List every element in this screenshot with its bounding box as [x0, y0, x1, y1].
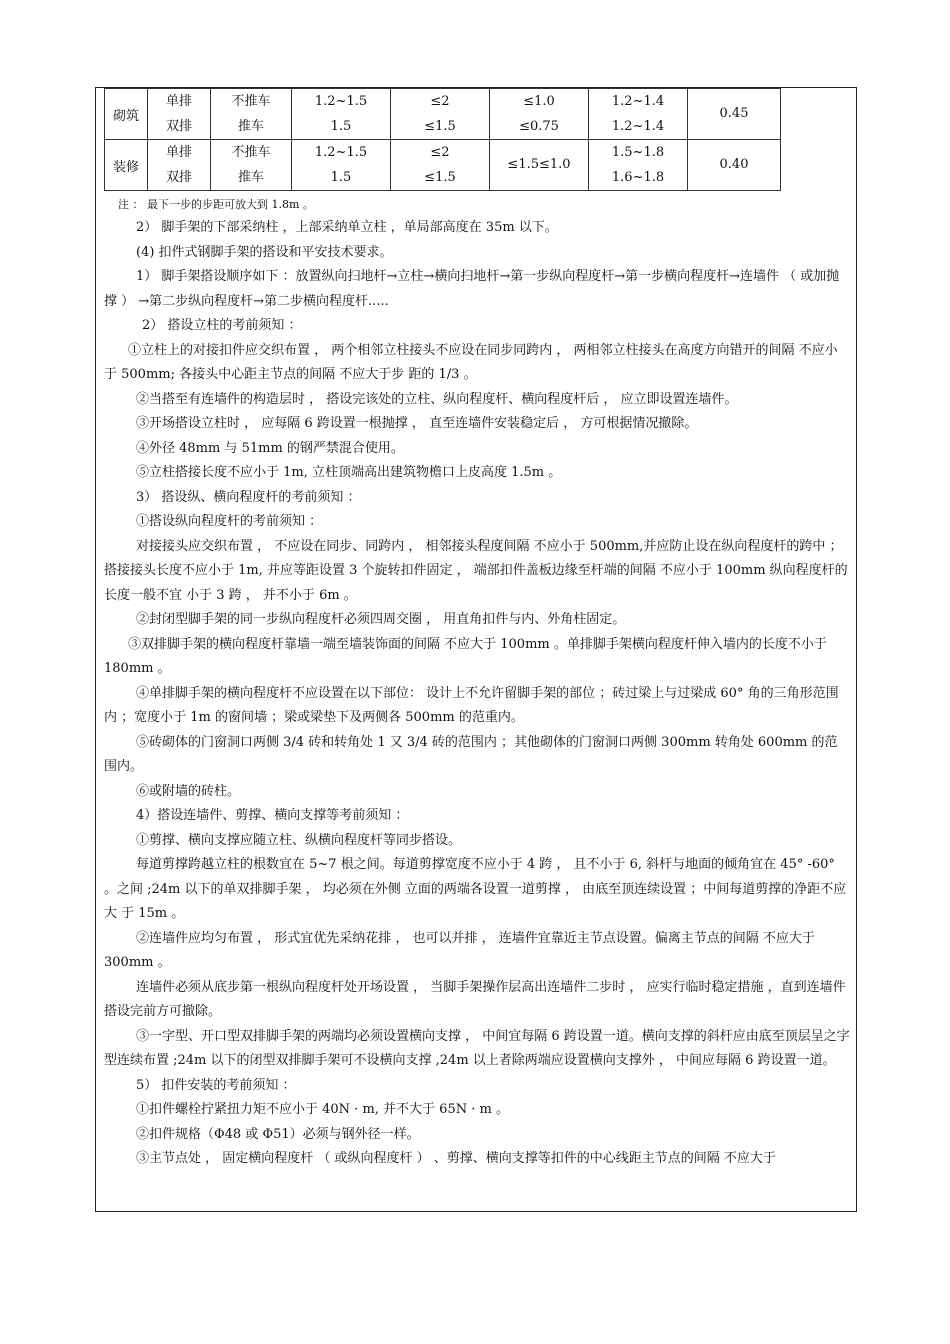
paragraph: 2） 脚手架的下部采纳柱 ，上部采纳单立柱 ，单局部高度在 35m 以下。 — [136, 220, 558, 235]
paragraph: ③一字型、开口型双排脚手架的两端均必须设置横向支撑 ， 中间宜每隔 6 跨设置一道。横向支撑的斜杆应由底至顶层呈之字型连续布置 ;24m 以下的闭型双排脚手架可不设横向支撑 ,24m 以上者除两端应设置横向支撑外 ， 中间应每隔 6 跨设置一道。 — [104, 1028, 850, 1068]
cell-vehicle: 不推车 推车 — [211, 89, 292, 140]
cell-value: ≤1.0 ≤0.75 — [490, 89, 589, 140]
paragraph: ②连墙件应均匀布置 ， 形式宜优先采纳花排 ， 也可以并排 ， 连墙件宜靠近主节点设置。偏离主节点的间隔 不应大于 300mm 。 — [104, 930, 815, 970]
paragraph: 2） 搭设立柱的考前须知 ： — [142, 318, 302, 333]
paragraph: 5） 扣件安装的考前须知 ： — [136, 1077, 296, 1093]
table-row — [105, 140, 781, 191]
paragraph: (4) 扣件式钢脚手架的搭设和平安技术要求。 — [136, 244, 393, 260]
paragraph: ①剪撑、横向支撑应随立柱、纵横向程度杆等同步搭设。 — [136, 832, 462, 848]
paragraph: ②封闭型脚手架的同一步纵向程度杆必须四周交圈 ， 用直角扣件与内、外角柱固定。 — [136, 612, 626, 627]
paragraph: 对接接头应交织布置 ， 不应设在同步、同跨内 ， 相邻接头程度间隔 不应小于 500mm,并应防止设在纵向程度杆的跨中 ；搭接接头长度不应小于 1m, 并应等距设置 3 个旋转扣件固定 ， 端部扣件盖板边缘至杆端的间隔 不应小于 100mm 纵向程度杆的长度一般不宜 小于 3 跨 ， 并不小于 6m 。 — [104, 538, 848, 603]
paragraph: ⑤立柱搭接长度不应小于 1m, 立柱顶端高出建筑物檐口上皮高度 1.5m 。 — [136, 465, 562, 480]
paragraph: ③主节点处 ， 固定横向程度杆 （ 或纵向程度杆 ） 、剪撑、横向支撑等扣件的中心线距主节点的间隔 不应大于 — [136, 1151, 776, 1166]
paragraph: 4）搭设连墙件、剪撑、横向支撑等考前须知 ： — [136, 808, 409, 823]
paragraph: ④外径 48mm 与 51mm 的钢严禁混合使用。 — [136, 440, 404, 456]
table-note: 注 ： 最下一步的步距可放大到 1.8m 。 — [118, 198, 314, 211]
cell-type: 单排 双排 — [148, 140, 211, 191]
paragraph: ③开场搭设立柱时 ， 应每隔 6 跨设置一根抛撑 ， 直至连墙件安装稳定后 ， 方可根据情况撤除。 — [136, 416, 698, 431]
paragraph: ①立柱上的对接扣件应交织布置 ， 两个相邻立柱接头不应设在同步同跨内 ， 两相邻立柱接头在高度方向错开的间隔 不应小于 500mm; 各接头中心距主节点的间隔 不应大于步 距的 1/3 。 — [104, 342, 838, 382]
paragraph: 3） 搭设纵、横向程度杆的考前须知 ： — [136, 489, 361, 505]
paragraph: ③双排脚手架的横向程度杆靠墙一端至墙装饰面的间隔 不应大于 100mm 。单排脚手架横向程度杆伸入墙内的长度不小于 180mm 。 — [104, 636, 827, 676]
cell-value: ≤2 ≤1.5 — [391, 140, 490, 191]
row-category: 装修 — [105, 140, 148, 191]
spec-table — [104, 88, 781, 191]
paragraph: 每道剪撑跨越立柱的根数宜在 5~7 根之间。每道剪撑宽度不应小于 4 跨 ， 且不小于 6, 斜杆与地面的倾角宜在 45° -60° 。之间 ;24m 以下的单双排脚手架 ， 均必须在外侧 立面的两端各设置一道剪撑 ， 由底至顶连续设置 ；中间每道剪撑的净距不应大 于 15m 。 — [104, 857, 847, 921]
cell-value: 0.45 — [688, 89, 781, 140]
paragraph: 连墙件必须从底步第一根纵向程度杆处开场设置 ， 当脚手架操作层高出连墙件二步时 ， 应实行临时稳定措施 ，直到连墙件搭设完前方可撤除。 — [104, 979, 846, 1019]
cell-vehicle: 不推车 推车 — [211, 140, 292, 191]
cell-value: ≤1.5≤1.0 — [490, 140, 589, 191]
paragraph: ②扣件规格（Φ48 或 Φ51）必须与钢外径一样。 — [136, 1126, 420, 1142]
row-category: 砌筑 — [105, 89, 148, 140]
paragraph: ②当搭至有连墙件的构造层时 ， 搭设完该处的立柱、纵向程度杆、横向程度杆后 ， 应立即设置连墙件。 — [136, 391, 738, 407]
paragraph: ⑥或附墙的砖柱。 — [136, 783, 241, 799]
paragraph: ⑤砖砌体的门窗洞口两侧 3/4 砖和转角处 1 又 3/4 砖的范围内 ；其他砌体的门窗洞口两侧 300mm 转角处 600mm 的范围内。 — [104, 734, 838, 774]
paragraph: ①搭设纵向程度杆的考前须知 ： — [136, 514, 323, 529]
paragraph: ①扣件螺栓拧紧扭力矩不应小于 40N · m, 并不大于 65N · m 。 — [136, 1102, 509, 1117]
cell-value: 1.5~1.8 1.6~1.8 — [589, 140, 688, 191]
cell-value: 1.2~1.4 1.2~1.4 — [589, 89, 688, 140]
cell-type: 单排 双排 — [148, 89, 211, 140]
paragraph: 1） 脚手架搭设顺序如下 ：放置纵向扫地杆→立柱→横向扫地杆→第一步纵向程度杆→第一步横向程度杆→连墙件 （ 或加抛撑 ） →第二步纵向程度杆→第二步横向程度杆..... — [104, 269, 840, 309]
paragraph: ④单排脚手架的横向程度杆不应设置在以下部位： 设计上不允许留脚手架的部位 ；砖过梁上与过梁成 60° 角的三角形范围内 ；宽度小于 1m 的窗间墙 ；梁或梁垫下及两侧各 500mm 的范重内。 — [104, 685, 839, 725]
cell-value: 0.40 — [688, 140, 781, 191]
document-body — [104, 216, 850, 1172]
cell-value: 1.2~1.5 1.5 — [292, 89, 391, 140]
cell-value: ≤2 ≤1.5 — [391, 89, 490, 140]
cell-value: 1.2~1.5 1.5 — [292, 140, 391, 191]
table-row — [105, 89, 781, 140]
